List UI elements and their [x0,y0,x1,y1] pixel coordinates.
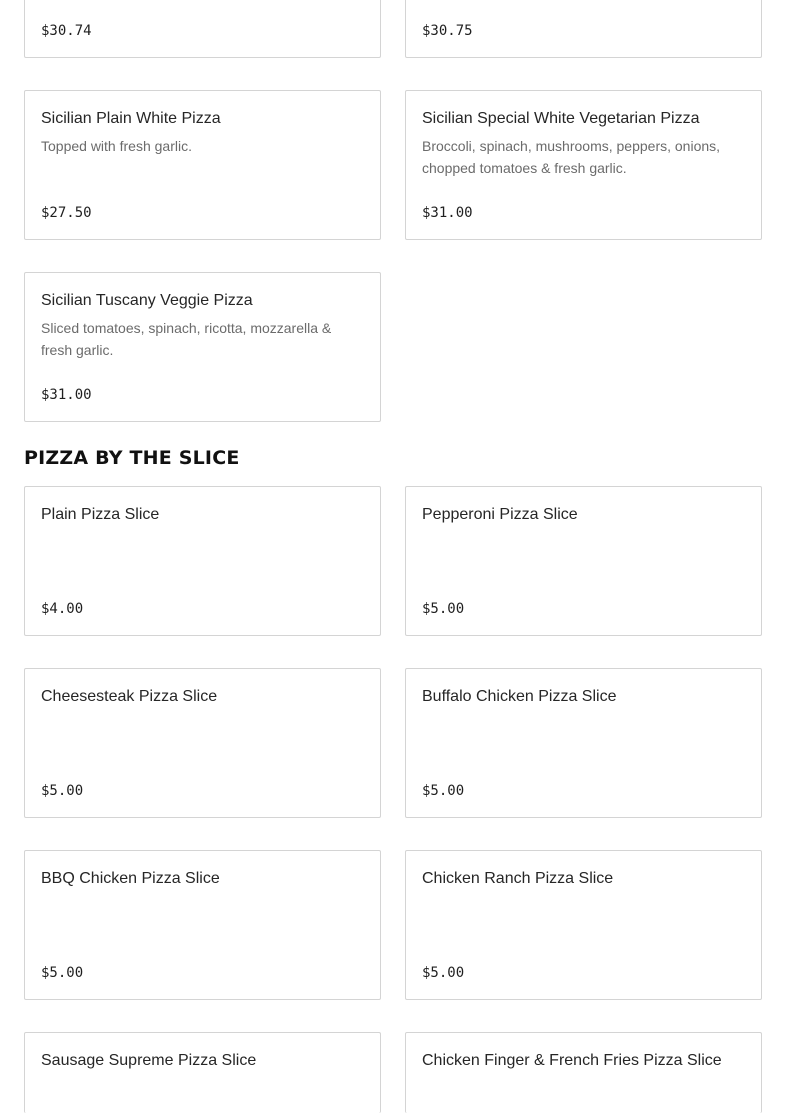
menu-item-card[interactable] [24,1032,381,1113]
item-name: BBQ Chicken Pizza Slice [41,870,220,887]
item-price: $30.74 [41,23,92,39]
menu-item-card[interactable] [405,486,762,636]
menu-item-card[interactable] [24,272,381,422]
menu-item-card[interactable] [405,1032,762,1113]
item-description: Broccoli, spinach, mushrooms, peppers, onions, chopped tomatoes & fresh garlic. [422,138,721,176]
item-price: $4.00 [41,601,84,617]
menu-item-card[interactable] [405,850,762,1000]
item-price: $27.50 [41,205,92,221]
item-price: $5.00 [41,783,84,799]
menu-item-card[interactable] [405,90,762,240]
item-name: Sausage Supreme Pizza Slice [41,1052,257,1069]
item-price: $31.00 [41,387,92,403]
item-name: Chicken Finger & French Fries Pizza Slice [422,1052,722,1069]
item-description: Sliced tomatoes, spinach, ricotta, mozzarella & fresh garlic. [41,320,332,358]
item-name: Sicilian Special White Vegetarian Pizza [422,110,700,127]
menu-item-card[interactable] [24,850,381,1000]
item-name: Pepperoni Pizza Slice [422,506,578,523]
menu-item-card[interactable] [24,90,381,240]
item-name: Sicilian Tuscany Veggie Pizza [41,292,253,309]
menu-item-card[interactable] [24,668,381,818]
menu-item-card[interactable] [405,0,762,58]
item-price: $5.00 [422,601,465,617]
section-title: PIZZA BY THE SLICE [24,447,240,469]
item-name: Cheesesteak Pizza Slice [41,688,218,705]
item-description: Topped with fresh garlic. [41,138,192,154]
item-price: $5.00 [422,965,465,981]
item-name: Sicilian Plain White Pizza [41,110,221,127]
item-price: $31.00 [422,205,473,221]
item-price: $5.00 [422,783,465,799]
item-price: $30.75 [422,23,473,39]
item-name: Chicken Ranch Pizza Slice [422,870,614,887]
item-name: Plain Pizza Slice [41,506,160,523]
menu-item-card[interactable] [405,668,762,818]
item-name: Buffalo Chicken Pizza Slice [422,688,617,705]
menu-item-card[interactable] [24,0,381,58]
menu-item-card[interactable] [24,486,381,636]
item-price: $5.00 [41,965,84,981]
